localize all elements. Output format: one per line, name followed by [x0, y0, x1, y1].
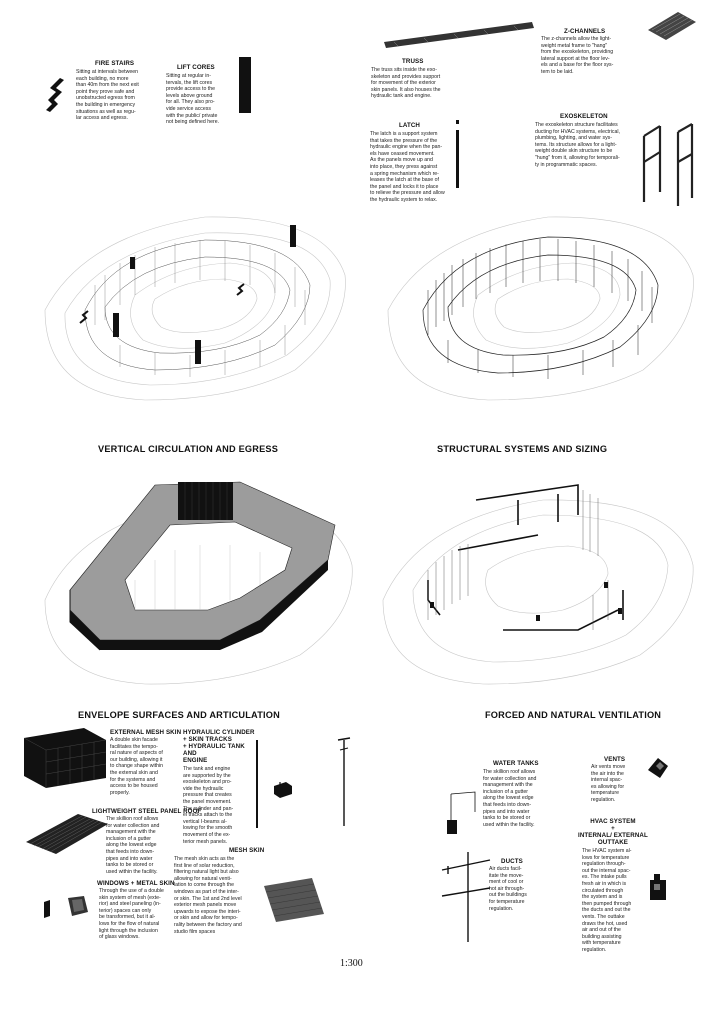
circulation-title: VERTICAL CIRCULATION AND EGRESS [98, 444, 279, 454]
hvac-label-line-1: HVAC SYSTEM [590, 818, 636, 825]
vent-icon [646, 756, 670, 778]
mesh-skin-icon [264, 878, 324, 922]
lift-core-icon [239, 57, 251, 113]
ducts-text: Air ducts facil- itate the move- ment of cool or hot air through- out the buildings for temperature regulation. [489, 866, 527, 912]
fire-stairs-text: Sitting at intervals between each building, no more than 40m from the next exit point they prove safe and unobstructed egress from the building in emergency situations as well as regu- lar access and egress. [76, 69, 139, 122]
hydraulic-label-line-3: + HYDRAULIC TANK [183, 743, 245, 750]
lift-cores-label: LIFT CORES [177, 64, 215, 71]
hydraulic-cylinder-icon [256, 740, 258, 828]
truss-label: TRUSS [402, 58, 424, 65]
ducts-label: DUCTS [501, 858, 523, 865]
vents-label: VENTS [604, 756, 626, 763]
structure-stadium-diagram [368, 195, 708, 405]
latch-bar-icon [456, 130, 459, 188]
water-tank-icon [445, 790, 479, 834]
truss-icon [384, 20, 534, 50]
latch-label: LATCH [399, 122, 421, 129]
exoskeleton-label: EXOSKELETON [560, 113, 608, 120]
mesh-skin-label: MESH SKIN [229, 847, 265, 854]
ventilation-pipe-icon [336, 734, 352, 826]
structure-title: STRUCTURAL SYSTEMS AND SIZING [437, 444, 608, 454]
hydraulic-label-line-4: AND [183, 750, 197, 757]
lift-cores-text: Sitting at regular in- tervals, the lift cores provide access to the levels above ground for all. They also pro- vide service access with the public/ private not being defined here. [166, 73, 220, 126]
hydraulic-label-line-5: ENGINE [183, 757, 208, 764]
windows-label: WINDOWS + METAL SKIN [97, 880, 175, 887]
hydraulic-label-line-2: + SKIN TRACKS [183, 736, 232, 743]
scale-label: 1:300 [340, 958, 363, 969]
roof-panel-icon [26, 814, 108, 854]
ducts-icon [440, 852, 492, 942]
external-mesh-skin-icon [24, 728, 106, 788]
roof-label: LIGHTWEIGHT STEEL PANEL ROOF [92, 808, 202, 815]
windows-text: Through the use of a double skin system of mesh (exte- rior) and steel paneling (in- terior) spaces can only be transformed, but it al- lows for the flow of natural light through the inclusion of glass windows. [99, 888, 164, 941]
z-channels-icon [648, 12, 696, 40]
hydraulic-tank-icon [272, 780, 294, 798]
hvac-text: The HVAC system al- lows for temperature regulation through- out the internal spac- es. The intake pulls fresh air in which is circulated through the system and is then pumped through the ducts and out the vents. The outtake draws the hot, used air and out of the building assisting with temperature regulation. [582, 848, 632, 953]
fire-stairs-label: FIRE STAIRS [95, 60, 135, 67]
hvac-label-line-2: + [611, 825, 615, 832]
water-tanks-text: The skillion roof allows for water collection and management with the inclusion of a gutter along the lowest edge that feeds into down- pipes and into water tanks to be stored or used within the facility. [483, 769, 537, 828]
external-mesh-skin-label: EXTERNAL MESH SKIN [110, 729, 182, 736]
latch-text: The latch is a support system that takes the pressure of the hydraulic engine when the pan- els have ceased movement. As the panels move up and into place, they press against a spring mechanism which re- leases the latch at the base of the panel and locks it to place to relieve the pressure and allow the hydraulic system to relax. [370, 131, 445, 203]
hydraulic-label [183, 729, 255, 764]
hydraulic-label-line-1: HYDRAULIC CYLINDER [183, 729, 255, 736]
vents-text: Air vents move the air into the internal spac- es allowing for temperature regulation. [591, 764, 626, 803]
hydraulic-text: The tank and engine are supported by the exoskeleton and pro- vide the hydraulic pressure that creates the panel movement. The cylinder and pan- el tracks attach to the vertical I-beams al- lowing for the smooth movement of the ex- terior mesh panels. [183, 766, 234, 845]
hvac-label-line-4: OUTTAKE [597, 839, 629, 846]
hvac-unit-icon [648, 874, 668, 900]
hvac-label [578, 818, 648, 846]
latch-icon [456, 120, 459, 124]
truss-text: The truss sits inside the exo- skeleton and provides support for movement of the exterior skin panels. It also houses the hydraulic tank and engine. [371, 67, 441, 100]
water-tanks-label: WATER TANKS [493, 760, 539, 767]
exoskeleton-text: The exoskeleton structure facilitates ducting for HVAC systems, electrical, plumbing, lighting, and water sys- tems. Its structure allows for a light- weight double skin structure to be "hung" from it, allowing for temporali- ty in programmatic spaces. [535, 122, 620, 168]
circulation-stadium-diagram [25, 195, 355, 405]
external-mesh-skin-text: A double skin facade facilitates the tempo- ral nature of aspects of our building, allowing it to change shape within the external skin and for the systems and access to be housed properly. [110, 737, 164, 796]
z-channels-text: The z-channels allow the light- weight metal frame to "hang" from the exoskeleton, providing lateral support at the floor lev- els and a base for the floor sys- tem to be laid. [541, 36, 614, 75]
roof-text: The skillion roof allows for water collection and management with the inclusion of a gutter along the lowest edge that feeds into down- pipes and into water tanks to be stored or used within the facility. [106, 816, 160, 875]
hvac-label-line-3: INTERNAL/ EXTERNAL [578, 832, 648, 839]
windows-icon [44, 896, 88, 922]
z-channels-label: Z-CHANNELS [564, 28, 606, 35]
envelope-stadium-diagram [30, 470, 360, 690]
ventilation-title: FORCED AND NATURAL VENTILATION [485, 710, 662, 720]
fire-stairs-icon [42, 70, 70, 114]
ventilation-stadium-diagram [368, 470, 708, 690]
mesh-skin-text: The mesh skin acts as the first line of solar reduction, filtering natural light but also allowing for natural venti- lation to come through the windows as part of the inter- or skin. The 1st and 2nd level exterior mesh panels move upwards to expose the interi- or skin and allow for tempo- rality between the factory and studio film spaces [174, 856, 242, 935]
envelope-title: ENVELOPE SURFACES AND ARTICULATION [78, 710, 280, 720]
